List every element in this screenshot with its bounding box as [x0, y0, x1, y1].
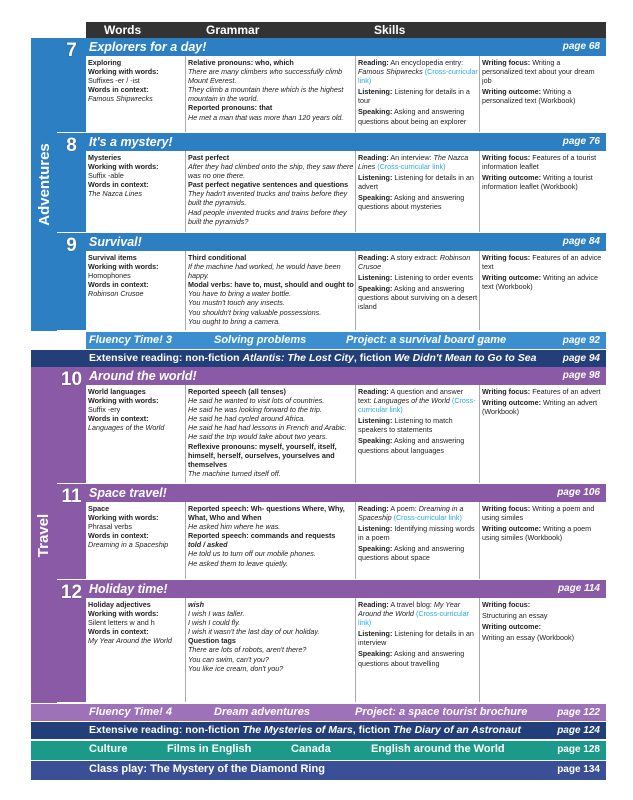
unit-title: Holiday time! [89, 582, 168, 596]
class-play-title: Class play: The Mystery of the Diamond Ring [89, 763, 325, 775]
writing-column [482, 504, 602, 544]
unit-body [86, 502, 606, 579]
extensive-mid: , fiction [353, 352, 395, 364]
grammar-line: Reported speech: commands and requests [188, 531, 336, 541]
skill-item [358, 649, 478, 667]
words-in-context-label: Words in context: [88, 627, 149, 637]
skills-column [358, 387, 478, 457]
writing-item [482, 600, 602, 609]
skill-title: My Year Around the World [358, 600, 461, 619]
column-divider [185, 385, 186, 483]
fluency-time-4-row [31, 704, 606, 721]
page-number: page 128 [557, 744, 600, 755]
cross-curricular-link[interactable]: (Cross-curricular link) [377, 162, 446, 172]
skill-item [358, 87, 478, 105]
unit-number: 12 [60, 582, 83, 603]
grammar-line: They climb a mountain there which is the highest mountain in the world. [188, 85, 344, 104]
working-with-words: Phrasal verbs [88, 522, 132, 532]
writing-text: Writing an advice text (Workbook) [482, 273, 598, 292]
skill-text: A poem: [390, 504, 419, 513]
grammar-line: Past perfect negative sentences and questions [188, 180, 349, 190]
writing-text: Writing a personalized text about your dream job [482, 58, 595, 86]
fluency-project: Project: a survival board game [346, 334, 507, 346]
grammar-line: Had people invented trucks and trains before they built the pyramids? [188, 207, 347, 226]
unit-title: It's a mystery! [89, 135, 173, 149]
writing-text: Writing a poem and using similes [482, 504, 595, 523]
skill-label: Listening: [358, 416, 393, 426]
column-divider [185, 502, 186, 579]
words-in-context-label: Words in context: [88, 85, 149, 95]
column-divider [185, 251, 186, 330]
column-divider [479, 598, 480, 702]
culture-item-english: English around the World [371, 743, 505, 755]
skill-label: Reading: [358, 387, 389, 396]
words-in-context: Languages of the World [88, 423, 165, 433]
class-play-row [31, 761, 606, 780]
culture-title: Culture [89, 743, 128, 755]
skill-label: Speaking: [358, 649, 393, 659]
grammar-line: You mustn't touch any insects. [188, 298, 285, 308]
skill-item [358, 253, 478, 271]
skill-item [358, 524, 478, 542]
extensive-prefix: Extensive reading: non-fiction [89, 352, 243, 364]
skill-item [358, 58, 478, 85]
grammar-line: You shouldn't bring valuable possessions. [188, 307, 322, 317]
cross-curricular-link[interactable]: (Cross-curricular link) [358, 396, 476, 415]
page-number: page 134 [557, 764, 600, 775]
working-with-words: Suffix -ery [88, 405, 121, 415]
writing-item [482, 273, 602, 291]
unit-body [86, 56, 606, 132]
unit-number: 11 [61, 486, 82, 507]
skill-title: Famous Shipwrecks [358, 67, 423, 77]
skill-label: Speaking: [358, 284, 393, 294]
extensive-reading-row-1 [31, 350, 606, 367]
writing-label: Writing outcome: [482, 398, 541, 408]
skill-text: An interview: [390, 153, 434, 162]
words-topic: Survival items [88, 253, 137, 262]
skill-text: Identifying missing words in a poem [358, 524, 475, 543]
skill-item [358, 107, 478, 125]
working-with-words: Suffix -able [88, 171, 124, 181]
skill-item [358, 284, 478, 311]
skill-label: Reading: [358, 153, 389, 162]
cross-curricular-link[interactable]: (Cross-curricular link) [358, 67, 478, 86]
unit-title: Around the world! [89, 369, 197, 383]
column-divider [355, 598, 356, 702]
writing-label: Writing focus: [482, 387, 531, 396]
writing-item [482, 504, 602, 522]
grammar-line: There are lots of robots, aren't there? [188, 645, 307, 655]
working-with-words-label: Working with words: [88, 513, 159, 523]
extensive-text [89, 724, 521, 736]
fluency-time-3-row [86, 332, 606, 349]
writing-text: Writing an essay (Workbook) [482, 633, 575, 643]
column-divider [355, 385, 356, 483]
column-divider [185, 598, 186, 702]
column-divider [479, 502, 480, 579]
skill-text: A question and answer text: [358, 387, 464, 406]
skills-column [358, 600, 478, 670]
skill-text: Listening to match speakers to statements [358, 416, 453, 435]
writing-label: Writing outcome: [482, 622, 541, 632]
writing-label: Writing focus: [482, 504, 531, 513]
grammar-line: He said the trip would take about two years. [188, 432, 328, 442]
grammar-line: Reported pronouns: that [188, 103, 273, 113]
column-divider [185, 56, 186, 132]
skill-text: Listening for details in a tour [358, 87, 470, 106]
words-in-context-label: Words in context: [88, 280, 149, 290]
words-topic: Space [88, 504, 110, 513]
unit-title-bar [86, 367, 606, 385]
page-number: page 106 [557, 487, 600, 498]
unit-title-bar [86, 233, 606, 251]
skill-text: Listening to order events [394, 273, 474, 283]
words-column [88, 387, 184, 432]
words-topic: Holiday adjectives [88, 600, 151, 609]
header-words: Words [104, 23, 142, 37]
writing-label: Writing focus: [482, 153, 531, 162]
writing-item [482, 173, 602, 191]
unit-12 [57, 580, 606, 703]
skill-item [358, 544, 478, 562]
column-divider [479, 56, 480, 132]
grammar-line: You can swim, can't you? [188, 654, 269, 664]
writing-text: Writing a poem using similes (Workbook) [482, 524, 592, 543]
skill-item [358, 387, 478, 414]
working-with-words-label: Working with words: [88, 262, 159, 272]
skill-title: The Nazca Lines [358, 153, 469, 172]
skill-text: Asking and answering questions about mysteries [358, 193, 465, 212]
unit-title: Space travel! [89, 486, 167, 500]
grammar-line: Reflexive pronouns: myself, yourself, itself, himself, herself, ourselves, yourselves and themselves [188, 441, 337, 469]
grammar-column [188, 387, 354, 478]
skill-label: Speaking: [358, 544, 393, 554]
writing-label: Writing outcome: [482, 173, 541, 183]
unit-title-bar [86, 580, 606, 598]
column-divider [355, 502, 356, 579]
extensive-title-2: We Didn't Mean to Go to Sea [394, 352, 537, 364]
skills-column [358, 504, 478, 565]
extensive-reading-row-2 [31, 722, 606, 739]
words-in-context: My Year Around the World [88, 636, 172, 646]
grammar-line: I wish it wasn't the last day of our holiday. [188, 627, 320, 637]
grammar-line: told / asked [188, 540, 228, 550]
writing-column [482, 58, 602, 107]
working-with-words-label: Working with words: [88, 609, 159, 619]
grammar-line: He said he had cycled around Africa. [188, 414, 306, 424]
fluency-project: Project: a space tourist brochure [355, 706, 528, 718]
cross-curricular-link[interactable]: (Cross-curricular link) [358, 609, 470, 628]
grammar-line: I wish I was taller. [188, 609, 245, 619]
unit-number: 8 [66, 135, 77, 156]
working-with-words-label: Working with words: [88, 67, 159, 77]
page-number: page 122 [557, 707, 600, 718]
page-number: page 76 [562, 136, 600, 147]
skill-text: Asking and answering questions about languages [358, 436, 465, 455]
fluency-topic: Dream adventures [214, 706, 310, 718]
grammar-line: Reported speech (all tenses) [188, 387, 286, 396]
fluency-title: Fluency Time! 4 [89, 706, 172, 718]
grammar-column [188, 253, 354, 326]
writing-column [482, 600, 602, 644]
writing-item [482, 398, 602, 416]
unit-title-bar [86, 38, 606, 56]
skill-item [358, 416, 478, 434]
skills-column [358, 253, 478, 314]
skill-text: Asking and answering questions about space [358, 544, 465, 563]
writing-text: Writing a personalized text (Workbook) [482, 87, 576, 106]
writing-item [482, 153, 602, 171]
unit-10 [57, 367, 606, 484]
working-with-words-label: Working with words: [88, 162, 159, 172]
skill-label: Reading: [358, 58, 389, 67]
skill-item [358, 173, 478, 191]
section-label-travel [31, 367, 57, 703]
header-skills: Skills [374, 23, 406, 37]
skill-label: Listening: [358, 273, 393, 283]
writing-text: Writing an advert (Workbook) [482, 398, 598, 417]
skill-item [358, 600, 478, 627]
skill-text: Listening for details in an advert [358, 173, 474, 192]
writing-label: Writing outcome: [482, 524, 541, 534]
skills-column [358, 153, 478, 214]
grammar-line: He said he had had lessons in French and Arabic. [188, 423, 347, 433]
skill-text: An encyclopedia entry: [390, 58, 464, 67]
grammar-line: Past perfect [188, 153, 230, 162]
writing-text: Features of a tourist information leaflet [482, 153, 597, 172]
column-divider [479, 251, 480, 330]
skill-item [358, 504, 478, 522]
column-divider [355, 56, 356, 132]
working-with-words: Homophones [88, 271, 131, 281]
skill-item [358, 436, 478, 454]
words-in-context: The Nazca Lines [88, 189, 142, 199]
writing-item [482, 611, 602, 620]
grammar-line: Reported speech: Wh- questions Where, Why, What, Who and When [188, 504, 345, 523]
words-in-context-label: Words in context: [88, 531, 149, 541]
words-in-context: Dreaming in a Spaceship [88, 540, 169, 550]
writing-label: Writing focus: [482, 58, 531, 67]
unit-title: Explorers for a day! [89, 40, 207, 54]
writing-column [482, 153, 602, 193]
writing-item [482, 633, 602, 642]
column-divider [479, 385, 480, 483]
page-number: page 114 [557, 583, 600, 594]
grammar-line: I wish I could fly. [188, 618, 241, 628]
culture-item-films: Films in English [167, 743, 252, 755]
grammar-line: You ought to bring a camera. [188, 316, 281, 326]
writing-column [482, 253, 602, 293]
writing-item [482, 387, 602, 396]
writing-column [482, 387, 602, 418]
skill-label: Listening: [358, 524, 393, 534]
words-in-context: Robinson Crusoe [88, 289, 144, 299]
words-column [88, 253, 184, 298]
extensive-title-1: The Mysteries of Mars [242, 724, 353, 736]
skill-item [358, 629, 478, 647]
grammar-line: The machine turned itself off. [188, 468, 281, 478]
skills-column [358, 58, 478, 128]
grammar-line: He told us to turn off our mobile phones. [188, 549, 316, 559]
grammar-line: There are many climbers who successfully climb Mount Everest. [188, 67, 343, 86]
grammar-line: Modal verbs: have to, must, should and ought to [188, 280, 354, 290]
page-number: page 92 [562, 335, 600, 346]
grammar-line: You have to bring a water bottle. [188, 289, 292, 299]
words-in-context-label: Words in context: [88, 414, 149, 424]
unit-11 [57, 484, 606, 580]
writing-item [482, 58, 602, 85]
unit-body [86, 251, 606, 330]
skill-label: Reading: [358, 253, 389, 262]
grammar-line: Relative pronouns: who, which [188, 58, 294, 67]
unit-body [86, 151, 606, 232]
working-with-words-label: Working with words: [88, 396, 159, 406]
skill-text: Listening for details in an interview [358, 629, 474, 648]
skill-title: Robinson Crusoe [358, 253, 471, 272]
writing-item [482, 622, 602, 631]
writing-label: Writing outcome: [482, 273, 541, 283]
skill-label: Listening: [358, 173, 393, 183]
skill-label: Speaking: [358, 107, 393, 117]
unit-body [86, 598, 606, 702]
working-with-words: Suffixes -er / -ist [88, 76, 140, 86]
page-number: page 94 [562, 353, 600, 364]
grammar-line: wish [188, 600, 204, 609]
fluency-title: Fluency Time! 3 [89, 334, 172, 346]
words-topic: Exploring [88, 58, 122, 67]
skill-text: A story extract: [390, 253, 440, 262]
column-divider [479, 151, 480, 232]
page-number: page 124 [557, 725, 600, 736]
unit-7 [57, 38, 606, 133]
writing-item [482, 87, 602, 105]
page-number: page 98 [562, 370, 600, 381]
column-divider [355, 151, 356, 232]
skill-text: Asking and answering questions about surviving on a desert island [358, 284, 478, 312]
writing-text: Features of an advice text [482, 253, 602, 272]
grammar-line: After they had climbed onto the ship, they saw there was no one there. [188, 162, 354, 181]
grammar-line: You like ice cream, don't you? [188, 663, 284, 673]
words-topic: World languages [88, 387, 146, 396]
skill-label: Listening: [358, 87, 393, 97]
unit-number: 10 [60, 369, 83, 390]
unit-title-bar [86, 484, 606, 502]
writing-label: Writing focus: [482, 253, 531, 262]
cross-curricular-link[interactable]: (Cross-curricular link) [393, 513, 462, 523]
header-grammar: Grammar [206, 23, 260, 37]
words-column [88, 600, 184, 645]
unit-8 [57, 133, 606, 233]
page-number: page 68 [562, 41, 600, 52]
grammar-column [188, 153, 354, 226]
section-label-text: Travel [35, 513, 53, 557]
writing-item [482, 253, 602, 271]
grammar-line: They hadn't invented trucks and trains before they built the pyramids. [188, 189, 348, 208]
words-topic: Mysteries [88, 153, 122, 162]
writing-label: Writing outcome: [482, 87, 541, 97]
writing-item [482, 524, 602, 542]
fluency-topic: Solving problems [214, 334, 307, 346]
column-divider [185, 151, 186, 232]
unit-body [86, 385, 606, 483]
writing-label: Writing focus: [482, 600, 531, 609]
skill-title: Languages of the World [373, 396, 450, 406]
grammar-line: He met a man that was more than 120 years old. [188, 112, 344, 122]
grammar-line: He said he was looking forward to the trip. [188, 405, 322, 415]
grammar-line: If the machine had worked, he would have been happy. [188, 262, 341, 281]
skill-label: Speaking: [358, 436, 393, 446]
grammar-line: He asked him where he was. [188, 522, 281, 532]
extensive-title-2: The Diary of an Astronaut [392, 724, 521, 736]
skill-label: Listening: [358, 629, 393, 639]
skill-label: Speaking: [358, 193, 393, 203]
skill-text: Asking and answering questions about travelling [358, 649, 465, 668]
writing-text: Features of an advert [532, 387, 601, 396]
words-in-context: Famous Shipwrecks [88, 94, 153, 104]
skill-text: Asking and answering questions about being an explorer [358, 107, 467, 126]
page-number: page 84 [562, 236, 600, 247]
unit-number: 9 [66, 235, 77, 256]
grammar-line: Question tags [188, 636, 236, 646]
extensive-prefix: Extensive reading: non-fiction [89, 724, 243, 736]
unit-title: Survival! [89, 235, 142, 249]
unit-title-bar [86, 133, 606, 151]
grammar-line: He asked them to leave quietly. [188, 558, 288, 568]
unit-9 [57, 233, 606, 331]
grammar-column [188, 504, 354, 568]
words-column [88, 504, 184, 549]
column-divider [355, 251, 356, 330]
grammar-line: He said he wanted to visit lots of countries. [188, 396, 325, 406]
words-in-context-label: Words in context: [88, 180, 149, 190]
words-column [88, 58, 184, 103]
skill-item [358, 193, 478, 211]
skill-text: A travel blog: [390, 600, 434, 609]
skill-title: Dreaming in a Spaceship [358, 504, 464, 523]
section-label-text: Adventures [35, 143, 53, 226]
unit-number: 7 [66, 40, 77, 61]
skill-label: Reading: [358, 600, 389, 609]
grammar-line: Third conditional [188, 253, 247, 262]
grammar-column [188, 600, 354, 673]
skill-item [358, 153, 478, 171]
extensive-title-1: Atlantis: The Lost City [242, 352, 354, 364]
working-with-words: Silent letters w and h [88, 618, 155, 628]
grammar-column [188, 58, 354, 122]
section-label-adventures [31, 38, 57, 331]
writing-text: Writing a tourist information leaflet (Workbook) [482, 173, 593, 192]
culture-item-canada: Canada [291, 743, 331, 755]
skill-item [358, 273, 478, 282]
extensive-text [89, 352, 536, 364]
column-header-bar [86, 22, 606, 38]
words-column [88, 153, 184, 198]
writing-text: Structuring an essay [482, 611, 548, 621]
skill-label: Reading: [358, 504, 389, 513]
culture-row [31, 741, 606, 760]
extensive-mid: , fiction [352, 724, 393, 736]
